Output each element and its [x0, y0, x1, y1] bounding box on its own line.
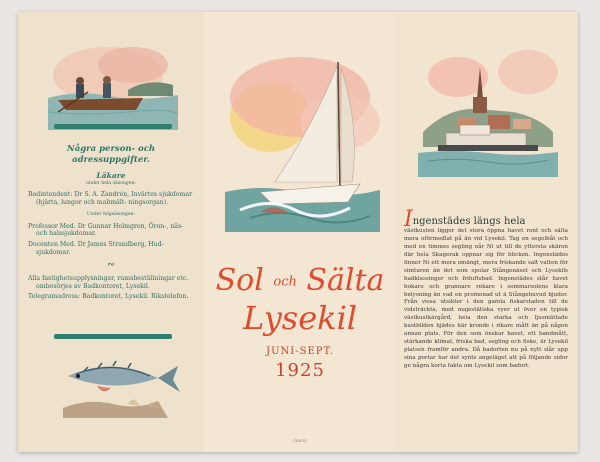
entry-professor: Professor Med. Dr Gunnar Holmgren, Öron-, näs- och halssjukdomar.	[28, 222, 184, 238]
divider-bar	[54, 334, 172, 339]
article-body: västkusten ligger det stora öppna havet rent och sälta mera oförmedlat på än vid Lysekil. Tag en segelbåt och med en timmes segling når Ni ut till de yttersta skären där hela Skagerak oppnar sig för blicken. Ingenstädes finner Ni ett mera omängt, mera friskande salt vatten för simturen än det som spolar Stångenäset och Lysekils badklassinger och friluftsbad. Ingenstädes står havet bokare och grannare rekare i sommarsolens klara belysning än vad en promenad ut ä Stångehuvud bjuder. Från vissa utsikter i den gamla fiskarstaden till de vidsträckta, med majestätiska vyer ut över en typisk västkustkärgård, hela den starka och ljusmättade kustbilden hjädes här kronde i rikare mått än på någon annan plats. För den som önskar havet, ett bandmått, stärkande klimat, friska bad, segling och fiske, är Lysekil platsen framför andra. Då badorten nu på nytt slår upp sina portar har det synts angeläget att på följande sidor ge några korta fakta om Lysekil som badort.	[404, 228, 568, 369]
contact-heading: Några person- och adressuppgifter.	[66, 144, 156, 165]
title-salta: Sälta	[306, 263, 385, 298]
sailboat-illustration	[220, 42, 382, 232]
season-dates: JUNI-SEPT.	[266, 346, 334, 357]
divider-bar	[54, 124, 172, 129]
season-year: 1925	[275, 360, 325, 381]
right-panel	[396, 12, 578, 452]
left-panel	[18, 12, 204, 452]
mackerel-fish-illustration	[58, 346, 188, 421]
brochure	[18, 12, 578, 452]
title-sol: Sol	[215, 263, 264, 298]
lakare-heading: Läkare	[96, 171, 126, 181]
fishermen-boat-illustration	[48, 40, 178, 130]
cover-panel	[204, 12, 396, 452]
title-och: och	[273, 274, 297, 290]
entry-telegram: Telegramadress: Badkontoret, Lysekil. Rikstelefon.	[28, 293, 189, 301]
printer-mark: (1925)	[293, 438, 307, 443]
entry-badintendent: Badintendent: Dr S. A. Zandrén, Invärtes sjukdomar (hjärta, lungor och mabmält- ningsorgan).	[28, 191, 193, 207]
cover-title-line1	[204, 263, 396, 298]
hogsasong-note: Under högsäsongen:	[86, 211, 136, 217]
entry-docenten: Docenten Med. Dr James Strandberg, Hud- sjukdomar.	[28, 241, 164, 256]
ornament: ∾	[107, 259, 115, 270]
contact-info	[28, 144, 194, 304]
cover-title-lysekil: Lysekil	[243, 299, 357, 337]
church-harbor-illustration	[418, 37, 558, 177]
heading-text: ngenstädes längs hela	[412, 216, 526, 227]
entry-badkontoret: Alla fastighetsupplysningar, rumsbeställningar etc. ombesörjes av Badkontoret, Lysekil.	[28, 274, 189, 290]
drop-cap: I	[404, 207, 413, 232]
lakare-note: under hela säsongen:	[86, 180, 136, 186]
